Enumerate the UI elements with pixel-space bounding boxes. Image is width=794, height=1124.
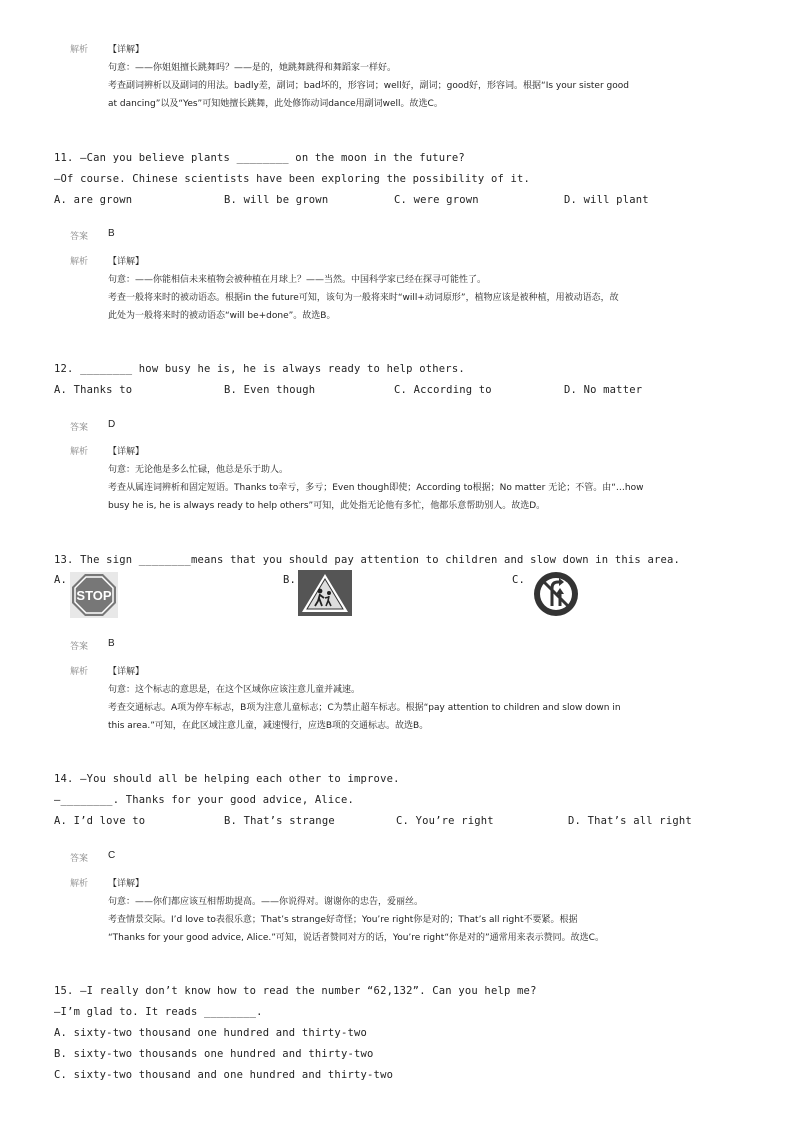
answer-value: B — [108, 638, 115, 649]
question-stem: 11. —Can you believe plants ________ on the moon in the future? — [54, 152, 465, 164]
option-d: D. will plant — [564, 194, 649, 206]
option-a: A. sixty-two thousand one hundred and thirty-two — [54, 1027, 368, 1039]
question-stem: 12. ________ how busy he is, he is always ready to help others. — [54, 363, 465, 375]
stop-sign-text: STOP — [76, 588, 112, 603]
option-a: A. Thanks to — [54, 384, 133, 396]
explanation-line: 句意：——你们都应该互相帮助提高。——你说得对。谢谢你的忠告，爱丽丝。 — [108, 897, 424, 907]
explanation-line: 考查一般将来时的被动语态。根据in the future可知，该句为一般将来时“will+动词原形”，植物应该是被种植，用被动语态，故 — [108, 293, 619, 303]
question-stem: 14. —You should all be helping each other to improve. — [54, 773, 400, 785]
explanation-line: 考查副词辨析以及副词的用法。badly差，副词；bad坏的，形容词；well好，副词；good好，形容词。根据“Is your sister good — [108, 81, 629, 91]
explanation-line: 考查从属连词辨析和固定短语。Thanks to幸亏，多亏；Even though即使；According to根据；No matter 无论；不管。由“…how — [108, 483, 644, 493]
option-b: B. That’s strange — [224, 815, 335, 827]
option-c: C. were grown — [394, 194, 479, 206]
option-c: C. sixty-two thousand and one hundred and thirty-two — [54, 1069, 394, 1081]
analysis-label: 解析 — [70, 44, 89, 54]
answer-label: 答案 — [70, 422, 89, 432]
answer-label: 答案 — [70, 641, 89, 651]
detail-label: 【详解】 — [108, 879, 145, 889]
explanation-line: 句意：——你姐姐擅长跳舞吗？——是的，她跳舞跳得和舞蹈家一样好。 — [108, 63, 397, 73]
detail-label: 【详解】 — [108, 257, 145, 267]
option-d: D. No matter — [564, 384, 643, 396]
question-stem: 15. —I really don’t know how to read the number “62,132”. Can you help me? — [54, 985, 537, 997]
option-b: B. Even though — [224, 384, 316, 396]
explanation-line: 句意：这个标志的意思是，在这个区域你应该注意儿童并减速。 — [108, 685, 361, 695]
option-b: B. will be grown — [224, 194, 329, 206]
question-stem: —________. Thanks for your good advice, Alice. — [54, 794, 354, 806]
analysis-label: 解析 — [70, 256, 89, 266]
answer-value: B — [108, 228, 115, 239]
no-overtaking-sign-icon — [530, 570, 582, 618]
analysis-label: 解析 — [70, 878, 89, 888]
question-stem: 13. The sign ________means that you should pay attention to children and slow down in this area. — [54, 554, 681, 566]
explanation-line: 考查交通标志。A项为停车标志，B项为注意儿童标志；C为禁止超车标志。根据“pay attention to children and slow down in — [108, 703, 621, 713]
option-a: A. — [54, 574, 68, 586]
option-b: B. sixty-two thousands one hundred and thirty-two — [54, 1048, 374, 1060]
explanation-line: at dancing”以及“Yes”可知她擅长跳舞，此处修饰动词dance用副词well。故选C。 — [108, 99, 443, 109]
explanation-line: 考查情景交际。I’d love to表很乐意；That’s strange好奇怪；You’re right你是对的；That’s all right不要紧。根据 — [108, 915, 578, 925]
analysis-label: 解析 — [70, 666, 89, 676]
analysis-label: 解析 — [70, 446, 89, 456]
detail-label: 【详解】 — [108, 667, 145, 677]
detail-label: 【详解】 — [108, 447, 145, 457]
explanation-line: 句意：——你能相信未来植物会被种植在月球上？——当然。中国科学家已经在探寻可能性了。 — [108, 275, 487, 285]
answer-value: D — [108, 419, 116, 430]
explanation-line: “Thanks for your good advice, Alice.”可知，说话者赞同对方的话，You’re right“你是对的”通常用来表示赞同。故选C。 — [108, 933, 604, 943]
explanation-line: 句意：无论他是多么忙碌，他总是乐于助人。 — [108, 465, 289, 475]
option-a: A. are grown — [54, 194, 133, 206]
answer-value: C — [108, 850, 116, 861]
question-stem: —I’m glad to. It reads ________. — [54, 1006, 263, 1018]
explanation-line: busy he is, he is always ready to help others”可知，此处指无论他有多忙，他都乐意帮助别人。故选D。 — [108, 501, 546, 511]
option-c: C. — [512, 574, 526, 586]
option-c: C. According to — [394, 384, 492, 396]
option-c: C. You’re right — [396, 815, 494, 827]
stop-sign-icon — [70, 572, 118, 618]
explanation-line: this area.”可知，在此区域注意儿童，减速慢行，应选B项的交通标志。故选B。 — [108, 721, 429, 731]
question-stem: —Of course. Chinese scientists have been exploring the possibility of it. — [54, 173, 531, 185]
children-crossing-sign-icon — [298, 570, 352, 616]
option-d: D. That’s all right — [568, 815, 692, 827]
answer-label: 答案 — [70, 853, 89, 863]
answer-label: 答案 — [70, 231, 89, 241]
explanation-line: 此处为一般将来时的被动语态“will be+done”。故选B。 — [108, 311, 336, 321]
detail-label: 【详解】 — [108, 45, 145, 55]
option-b: B. — [283, 574, 297, 586]
option-a: A. I’d love to — [54, 815, 146, 827]
